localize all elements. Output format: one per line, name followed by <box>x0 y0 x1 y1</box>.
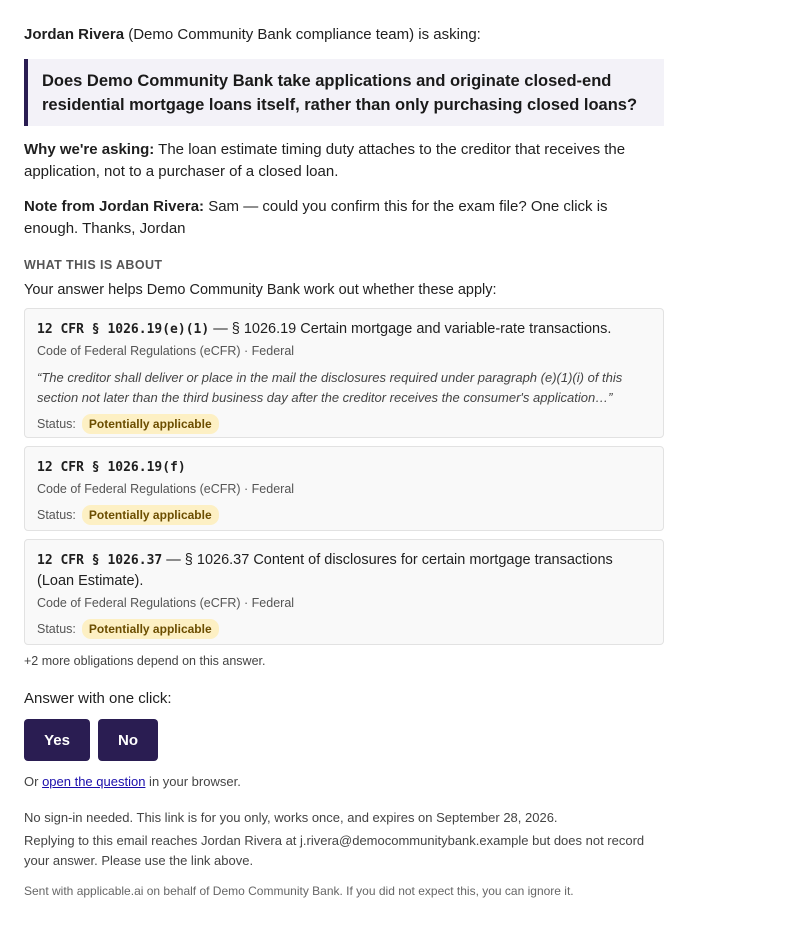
asker-context: (Demo Community Bank compliance team) is asking: <box>124 26 481 43</box>
open-question-line <box>24 774 241 789</box>
open-question-link[interactable]: open the question <box>42 774 146 789</box>
question-callout: Does Demo Community Bank take applications and originate closed-end residential mortgage loans itself, rather than only purchasing closed loans? <box>24 59 664 126</box>
obligation-source: Code of Federal Regulations (eCFR) · Federal <box>37 482 295 496</box>
why-asking <box>24 139 664 183</box>
open-prefix: Or <box>24 774 43 789</box>
status-badge: Potentially applicable <box>82 505 219 525</box>
obligation-status <box>37 413 651 435</box>
citation-title: — § 1026.19 Certain mortgage and variable-rate transactions. <box>209 321 612 337</box>
section-subtitle: Your answer helps Demo Community Bank work out whether these apply: <box>24 282 497 298</box>
email-footer: Sent with applicable.ai on behalf of Demo Community Bank. If you did not expect this, you can ignore it. <box>24 884 574 898</box>
status-badge: Potentially applicable <box>82 619 219 639</box>
citation-code: 12 CFR § 1026.37 <box>37 553 163 568</box>
asker-name: Jordan Rivera <box>24 26 125 43</box>
note-text: Sam — could you confirm this for the exam file? One click is enough. Thanks, Jordan <box>24 198 608 237</box>
link-expiry-note: No sign-in needed. This link is for you only, works once, and expires on September 28, 2026. <box>24 810 558 825</box>
status-label: Status: <box>37 417 76 431</box>
why-text: The loan estimate timing duty attaches to the creditor that receives the application, not to a purchaser of a closed loan. <box>24 141 626 180</box>
obligation-citation <box>37 457 651 478</box>
no-button[interactable]: No <box>98 719 158 761</box>
obligation-card <box>24 446 664 531</box>
obligation-status <box>37 504 651 526</box>
obligation-source: Code of Federal Regulations (eCFR) · Federal <box>37 344 295 358</box>
status-label: Status: <box>37 508 76 522</box>
open-suffix: in your browser. <box>145 774 241 789</box>
citation-code: 12 CFR § 1026.19(f) <box>37 460 186 475</box>
intro-line <box>24 25 481 45</box>
obligation-card <box>24 539 664 645</box>
obligation-status <box>37 618 651 640</box>
answer-label: Answer with one click: <box>24 690 172 707</box>
obligation-citation <box>37 319 651 340</box>
status-label: Status: <box>37 622 76 636</box>
obligation-quote: “The creditor shall deliver or place in the mail the disclosures required under paragraph (e)(1)(i) of this section not later than the third business day after the creditor receives the consumer's application…” <box>37 370 623 405</box>
obligation-card <box>24 308 664 438</box>
status-badge: Potentially applicable <box>82 414 219 434</box>
obligation-source: Code of Federal Regulations (eCFR) · Federal <box>37 596 295 610</box>
why-label: Why we're asking: <box>24 141 155 158</box>
note-from-asker <box>24 196 664 240</box>
citation-code: 12 CFR § 1026.19(e)(1) <box>37 322 210 337</box>
note-label: Note from Jordan Rivera: <box>24 198 205 215</box>
citation-title: — § 1026.37 Content of disclosures for certain mortgage transactions (Loan Estimate). <box>37 552 613 589</box>
more-obligations-note: +2 more obligations depend on this answer. <box>24 654 266 668</box>
yes-button[interactable]: Yes <box>24 719 90 761</box>
obligation-citation <box>37 550 651 592</box>
reply-note: Replying to this email reaches Jordan Rivera at j.rivera@democommunitybank.example but does not record your answer. Please use the link above. <box>24 833 645 868</box>
section-heading: WHAT THIS IS ABOUT <box>24 258 163 272</box>
